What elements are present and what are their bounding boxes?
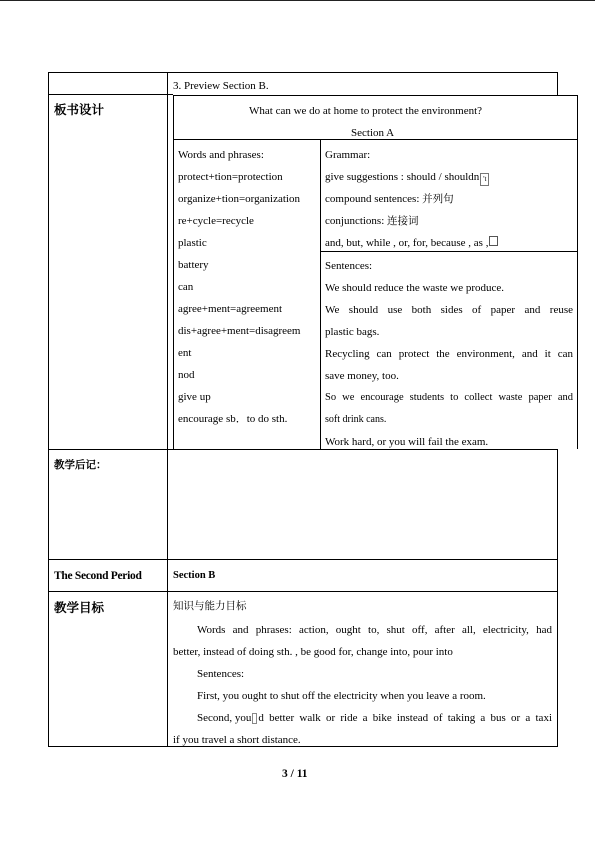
table-line xyxy=(48,72,557,73)
table-line xyxy=(167,72,168,747)
table-line xyxy=(577,95,578,449)
missing-glyph-box xyxy=(489,236,498,246)
objectives-line: better, instead of doing sth. , be good for, change into, pour into xyxy=(173,646,453,658)
sentence-line: Recycling can protect the environment, and it can xyxy=(325,348,573,360)
grammar-heading: Grammar: xyxy=(325,149,371,161)
word-item: ent xyxy=(178,347,192,359)
missing-glyph: 't xyxy=(480,173,489,186)
sentence-line: We should use both sides of paper and reuse xyxy=(325,304,573,316)
sentence-line: Work hard, or you will fail the exam. xyxy=(325,436,489,448)
objectives-label: 教学目标 xyxy=(54,600,105,615)
table-line xyxy=(320,251,577,252)
sentence-line: plastic bags. xyxy=(325,326,380,338)
word-item: encourage sb．to do sth. xyxy=(178,413,288,425)
sentence-line: soft drink cans. xyxy=(325,414,387,425)
word-item: can xyxy=(178,281,194,293)
sentence-line: save money, too. xyxy=(325,370,399,382)
grammar-text-cn: 并列句 xyxy=(422,193,454,205)
grammar-line xyxy=(325,192,454,206)
page-top-rule xyxy=(0,0,595,1)
section-label: Section B xyxy=(173,570,216,581)
board-title: What can we do at home to protect the environment? xyxy=(249,105,483,117)
preview-item: 3. Preview Section B. xyxy=(173,80,269,92)
objectives-heading: 知识与能力目标 xyxy=(173,600,247,612)
objectives-line: Words and phrases: action, ought to, shut off, after all, electricity, had xyxy=(197,624,552,636)
grammar-line xyxy=(325,214,419,228)
table-line xyxy=(173,95,174,449)
grammar-line xyxy=(325,170,489,186)
grammar-text: give suggestions : should / shouldn xyxy=(325,171,480,183)
page-number: 3 / 11 xyxy=(282,768,308,780)
postscript-label: 教学后记： xyxy=(54,459,107,471)
grammar-text-cn: 连接词 xyxy=(387,215,419,227)
grammar-text: and, but, while , or, for, because , as , xyxy=(325,237,489,249)
board-subtitle: Section A xyxy=(351,127,395,139)
word-item: agree+ment=agreement xyxy=(178,303,283,315)
word-item: plastic xyxy=(178,237,207,249)
table-line xyxy=(48,559,557,560)
word-item: protect+tion=protection xyxy=(178,171,283,183)
table-line xyxy=(48,591,557,592)
grammar-line xyxy=(325,236,498,250)
sentences-heading: Sentences: xyxy=(325,260,373,272)
table-line xyxy=(48,94,173,95)
word-item: battery xyxy=(178,259,209,271)
objectives-line: if you travel a short distance. xyxy=(173,734,301,746)
table-line xyxy=(48,449,557,450)
table-line xyxy=(557,449,558,747)
objectives-line xyxy=(197,711,552,725)
word-item: Words and phrases: xyxy=(178,149,264,161)
word-item: organize+tion=organization xyxy=(178,193,300,205)
sentence-line: We should reduce the waste we produce. xyxy=(325,282,505,294)
objectives-line: Sentences: xyxy=(197,668,245,680)
board-design-label: 板书设计 xyxy=(54,102,105,117)
word-item: give up xyxy=(178,391,211,403)
objectives-line: First, you ought to shut off the electricity when you leave a room. xyxy=(197,690,486,702)
table-line xyxy=(48,746,557,747)
table-line xyxy=(173,95,577,96)
second-period-label: The Second Period xyxy=(54,570,142,582)
table-line xyxy=(557,72,558,96)
word-item: dis+agree+ment=disagreem xyxy=(178,325,301,337)
sentence-line: So we encourage students to collect waste paper and xyxy=(325,392,573,403)
grammar-text: conjunctions: xyxy=(325,215,388,227)
objectives-text: d better walk or ride a bike instead of taking a bus or a taxi xyxy=(258,712,552,724)
table-line xyxy=(320,139,321,449)
grammar-text: compound sentences: xyxy=(325,193,423,205)
word-item: re+cycle=recycle xyxy=(178,215,254,227)
missing-glyph-box xyxy=(252,713,257,724)
objectives-text: Second, you xyxy=(197,712,252,724)
table-line xyxy=(48,72,49,747)
word-item: nod xyxy=(178,369,195,381)
